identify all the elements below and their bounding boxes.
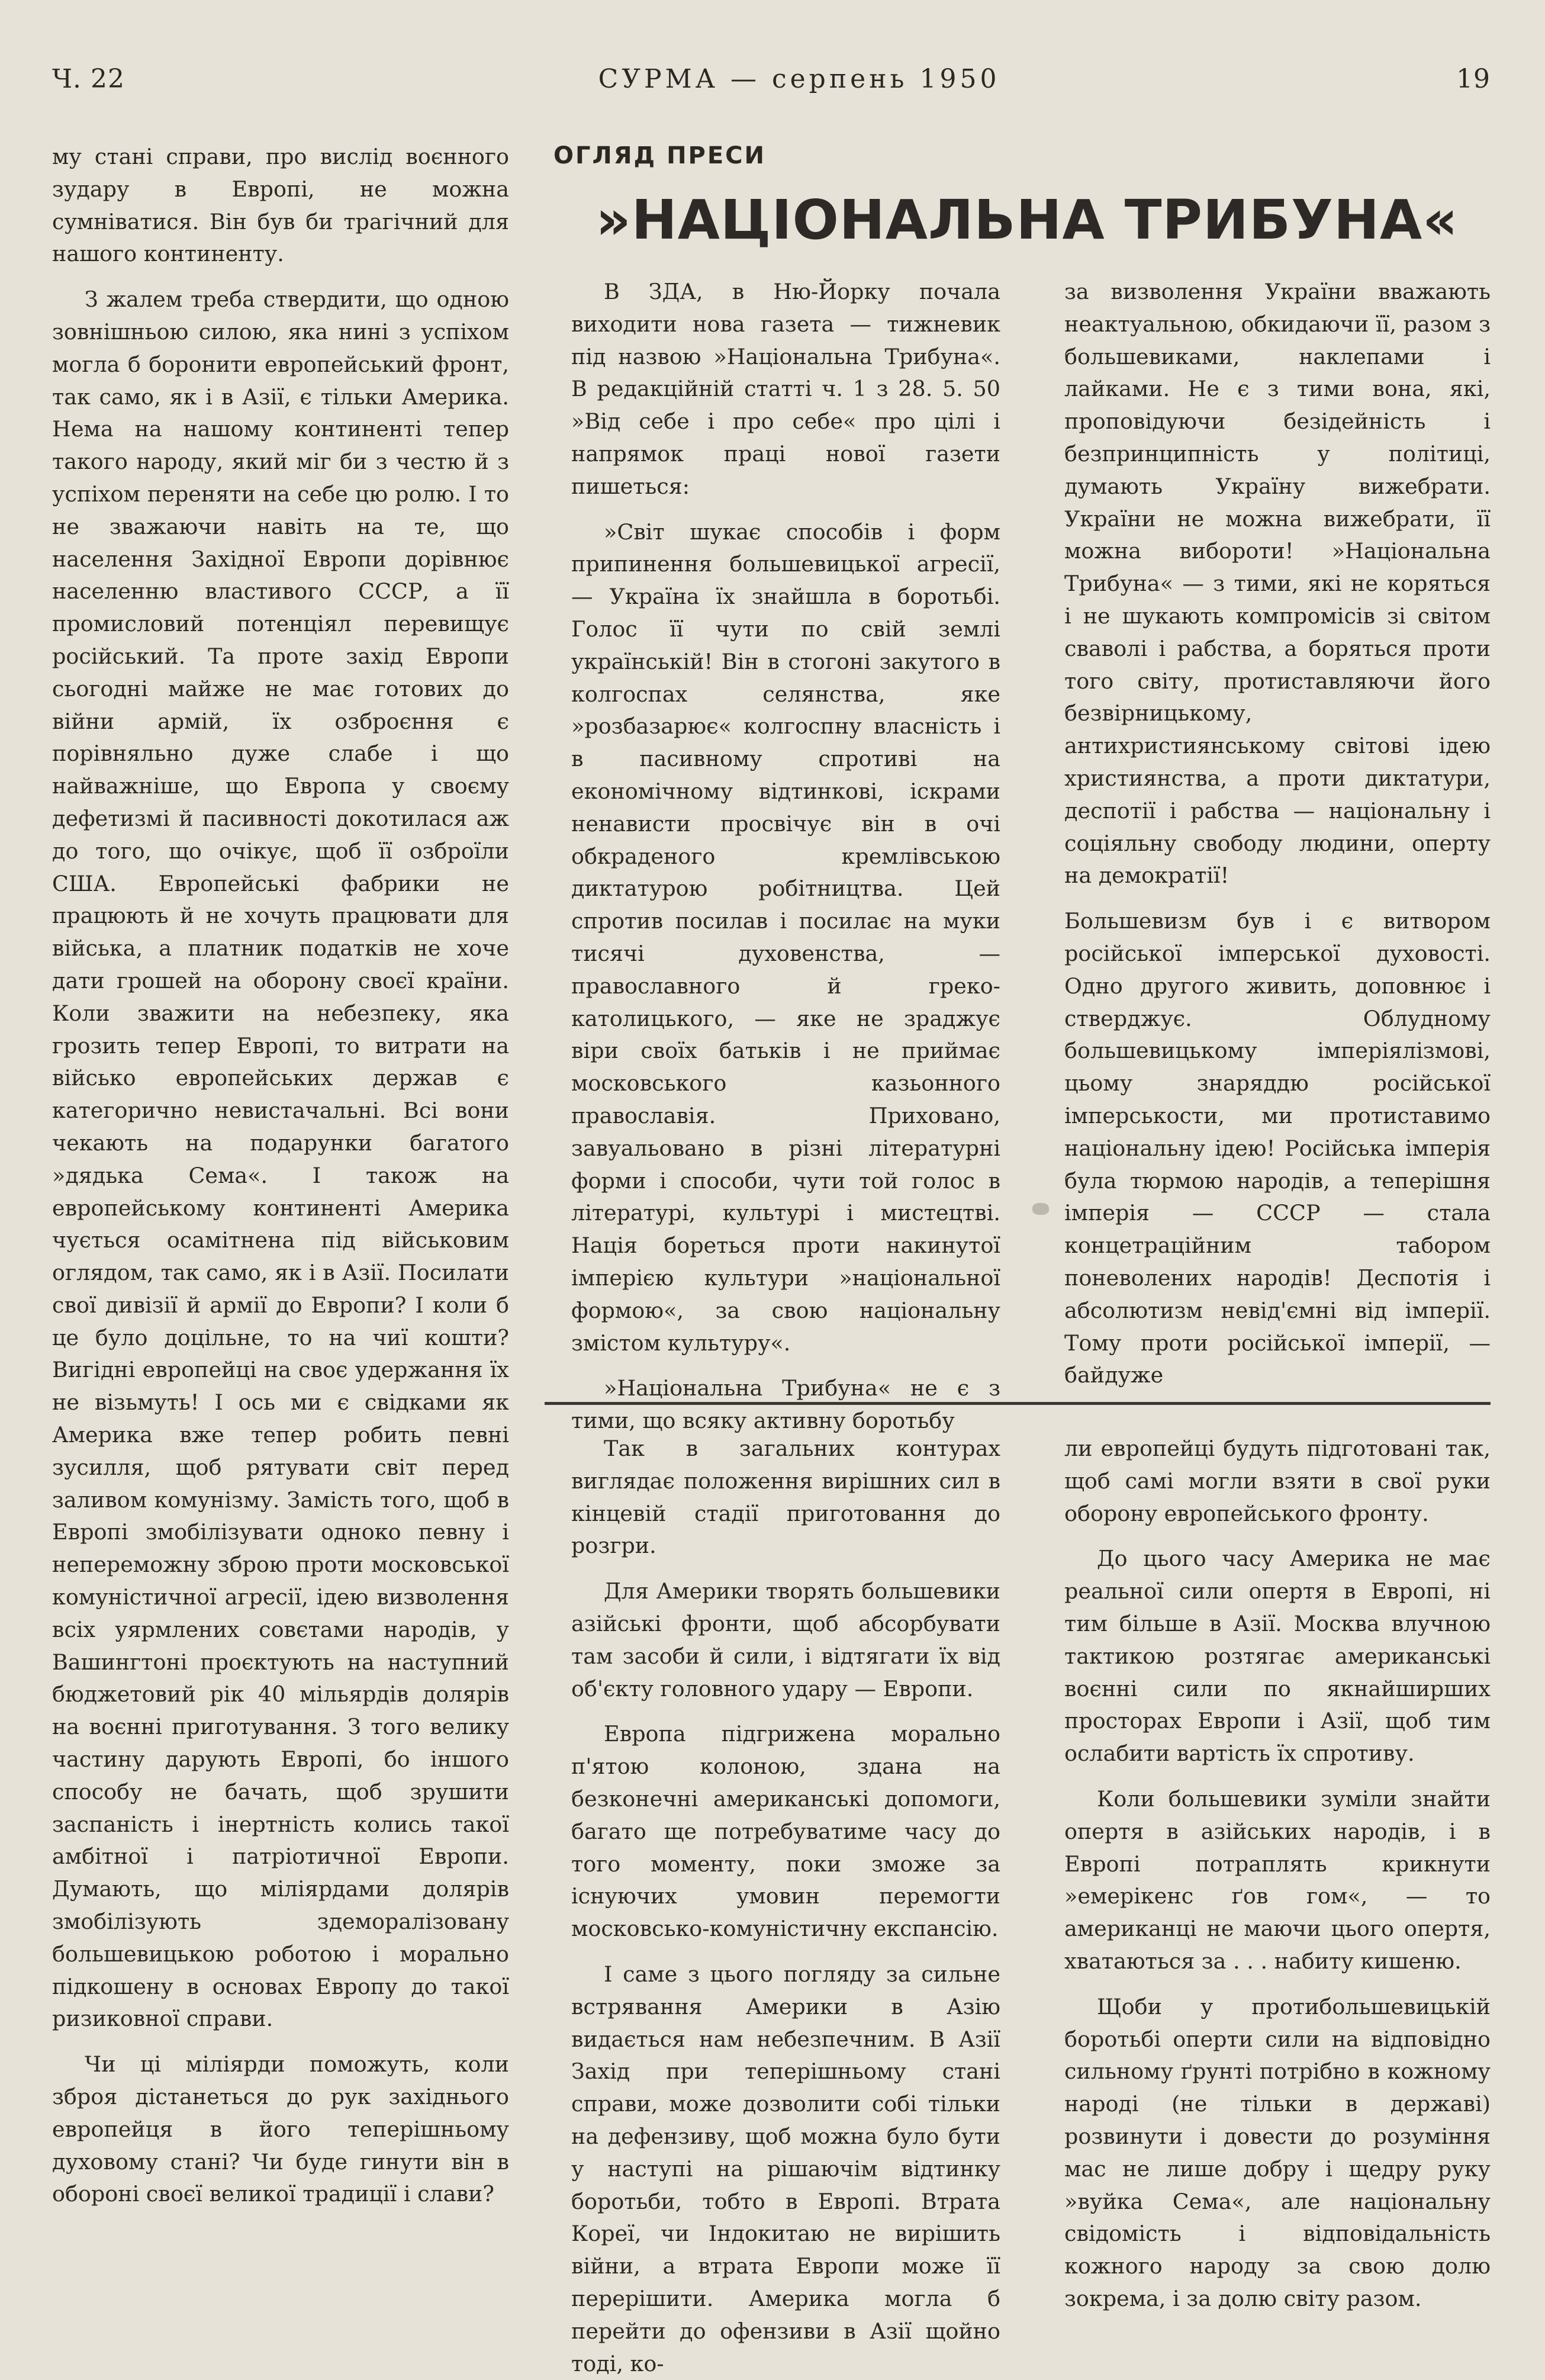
middle-column-top [571, 276, 1000, 1437]
left-column [52, 141, 509, 2211]
paragraph: Так в загальних контурах виглядає положення вирішних сил в кінцевій стадії приготовання до розгри. [571, 1436, 1000, 1559]
paragraph: »Національна Трибуна« не є з тими, що всяку активну боротьбу [571, 1375, 1000, 1434]
article-title: »НАЦІОНАЛЬНА ТРИБУНА« [596, 188, 1459, 252]
paragraph: Щоби у протибольшевицькій боротьбі оперти сили на відповідно сильному ґрунті потрібно в кожному народі (не тільки в державі) розвинути і довести до розуміння мас не лише добру і щедру руку »вуйка Сема«, але національну свідомість і відповідальність кожного народу за свою долю зокрема, і за долю світу разом. [1064, 1993, 1491, 2311]
paragraph: Для Америки творять большевики азійські фронти, щоб абсорбувати там засоби й сили, і відтягати їх від об'єкту головного удару — Европи. [571, 1578, 1000, 1702]
right-column-top [1064, 276, 1491, 1392]
print-blemish [1032, 1203, 1049, 1215]
middle-column-bottom [571, 1433, 1000, 2380]
right-column-bottom [1064, 1433, 1491, 2315]
paragraph: І саме з цього погляду за сильне встрявання Америки в Азію видається нам небезпечним. В Азії Захід при теперішньому стані справи, може дозволити собі тільки на дефензиву, щоб можна було бути у наступі на рішаючім відтинку боротьби, тобто в Европі. Втрата Кореї, чи Індокитаю не вирішить війни, а втрата Европи може її перерішити. Америка могла б перейти до офензиви в Азії щойно тоді, ко- [571, 1961, 1000, 2376]
paragraph: В ЗДА, в Ню-Йорку почала виходити нова газета — тижневик під назвою »Національна Трибуна«. В редакційній статті ч. 1 з 28. 5. 50 »Від себе і про себе« про цілі і напрямок праці нової газети пишеться: [571, 279, 1000, 499]
paragraph: З жалем треба ствердити, що одною зовнішньою силою, яка нині з успіхом могла б боронити европейський фронт, так само, як і в Азії, є тільки Америка. Нема на нашому континенті тепер такого народу, який міг би з честю й з успіхом переняти на себе цю ролю. І то не зважаючи навіть на те, що населення Західної Европи дорівнює населенню властивого СССР, а її промисловий потенціял перевищує російський. Та проте захід Европи сьогодні майже не має готових до війни армій, їх озброєння є порівняльно дуже слабе і що найважніше, що Европа у своєму дефетизмі й пасивності докотилася аж до того, що очікує, щоб її озброїли США. Европейські фабрики не працюють й не хочуть працювати для війська, а платник податків не хоче дати грошей на оборону своєї країни. Коли зважити на небезпеку, яка грозить тепер Европі, то витрати на військо европейських держав є категорично невистачальні. Всі вони чекають на подарунки багатого »дядька Сема«. І також на европейському континенті Америка чується осамітнена під військовим оглядом, так само, як і в Азії. Посилати свої дивізії й армії до Европи? І коли б це було доцільне, то на чиї кошти? Вигідні европейці на своє удержання їх не візьмуть! І ось ми є свідками як Америка вже тепер робить певні зусилля, щоб рятувати світ перед заливом комунізму. Замість того, щоб в Европі змобілізувати одноко певну і непереможну зброю проти московської комуністичної агресії, ідею визволення всіх уярмлених совєтами народів, у Вашингтоні проєктують на наступний бюджетовий рік 40 мільярдів долярів на воєнні приготування. З того велику частину дарують Европі, бо іншого способу не бачать, щоб зрушити заспаність і інертність колись такої амбітної і патріотичної Европи. Думають, що міліярдами долярів змобілізують здеморалізовану большевицькою роботою і морально підкошену в основах Европу до такої ризиковної справи. [52, 287, 509, 2032]
section-rubric: ОГЛЯД ПРЕСИ [553, 142, 767, 169]
paragraph: ли европейці будуть підготовані так, щоб самі могли взяти в свої руки оборону европейського фронту. [1064, 1436, 1491, 1526]
paragraph: му стані справи, про вислід воєнного зудару в Европі, не можна сумніватися. Він був би трагічний для нашого континенту. [52, 144, 509, 267]
paragraph: Чи ці міліярди поможуть, коли зброя дістанеться до рук західнього европейця в його теперішньому духовому стані? Чи буде гинути він в обороні своєї великої традиції і слави? [52, 2051, 509, 2207]
paragraph: До цього часу Америка не має реальної сили опертя в Европі, ні тим більше в Азії. Москва влучною тактикою розтягає американські воєнні сили по якнайширших просторах Европи і Азії, щоб тим ослабити вартість їх спротиву. [1064, 1546, 1491, 1767]
issue-number: Ч. 22 [52, 64, 125, 94]
paragraph: »Світ шукає способів і форм припинення большевицької агресії, — Україна їх знайшла в боротьбі. Голос її чути по свій землі українській! Він в стогоні закутого в колгоспах селянства, яке »розбазарює« колгоспну власність і в пасивному спротиві на економічному відтинкові, іскрами ненависти просвічує він в очі обкраденого кремлівською диктатурою робітництва. Цей спротив посилав і посилає на муки тисячі духовенства, — православного й греко-католицького, — яке не зраджує віри своїх батьків і не приймає московського казьонного православія. Приховано, завуальовано в різні літературні форми і способи, чути той голос в літературі, культурі і мистецтві. Нація бореться проти накинутої імперією культури »національної формою«, за свою національну змістом культуру«. [571, 519, 1000, 1356]
paragraph: Европа підгрижена морально п'ятою колоною, здана на безконечні американські допомоги, багато ще потребуватиме часу до того моменту, поки зможе за існуючих умовин перемогти московсько-комуністичну експансію. [571, 1721, 1000, 1942]
paragraph: за визволення України вважають неактуальною, обкидаючи її, разом з большевиками, наклепами і лайками. Не є з тими вона, які, проповідуючи безідейність і безпринципність у політиці, думають Україну вижебрати. України не можна вижебрати, її можна вибороти! »Національна Трибуна« — з тими, які не коряться і не шукають компромісів зі світом сваволі і рабства, а боряться проти того світу, протиставляючи його безвірницькому, антихристиянському світові ідею християнства, а проти диктатури, деспотії і рабства — національну і соціяльну свободу людини, оперту на демократії! [1064, 279, 1491, 889]
page-number: 19 [1456, 64, 1491, 94]
journal-title-date: СУРМА — серпень 1950 [598, 64, 1000, 94]
paragraph: Большевизм був і є витвором російської імперської духовості. Одно другого живить, доповнює і стверджує. Облудному большевицькому імперіялізмові, цьому знаряддю російської імперськости, ми протиставимо національну ідею! Російська імперія була тюрмою народів, а теперішня імперія — СССР — стала концетраційним табором поневолених народів! Деспотія і абсолютизм невід'ємні від імперії. Тому проти російської імперії, — байдуже [1064, 908, 1491, 1388]
paragraph: Коли большевики зуміли знайти опертя в азійських народів, і в Европі потраплять крикнути »емерікенс ґов гом«, — то американці не маючи цього опертя, хватаються за . . . набиту кишеню. [1064, 1786, 1491, 1974]
section-divider [545, 1402, 1491, 1405]
